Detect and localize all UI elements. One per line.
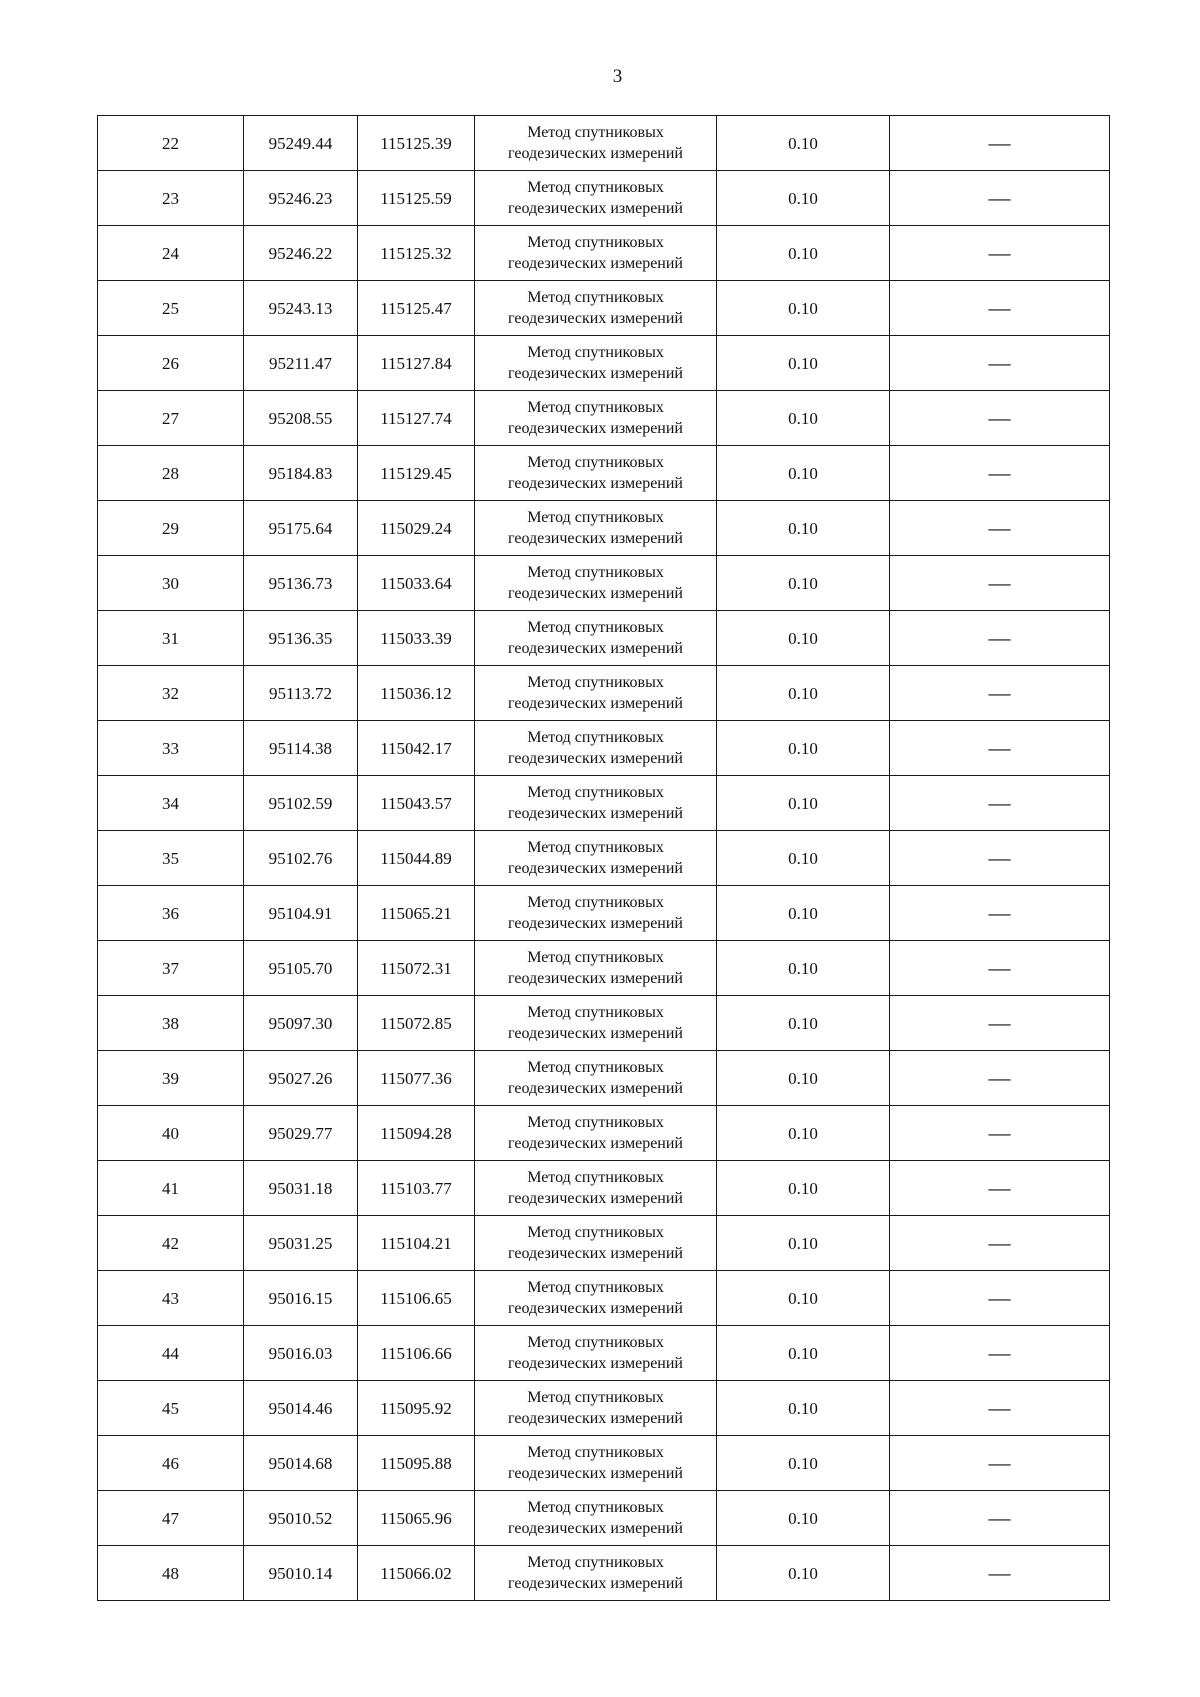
y-coordinate-cell: 115065.96 xyxy=(358,1491,475,1546)
x-coordinate-cell: 95243.13 xyxy=(244,281,358,336)
note-cell xyxy=(890,776,1110,831)
accuracy-cell: 0.10 xyxy=(717,1326,890,1381)
accuracy-cell: 0.10 xyxy=(717,281,890,336)
note-cell xyxy=(890,1106,1110,1161)
method-cell xyxy=(475,721,717,776)
x-coordinate-cell: 95175.64 xyxy=(244,501,358,556)
note-cell xyxy=(890,1161,1110,1216)
method-cell xyxy=(475,446,717,501)
table-row xyxy=(98,1106,1110,1161)
note-cell xyxy=(890,941,1110,996)
point-number-cell: 24 xyxy=(98,226,244,281)
method-cell xyxy=(475,501,717,556)
x-coordinate-cell: 95136.73 xyxy=(244,556,358,611)
table-row xyxy=(98,226,1110,281)
y-coordinate-cell: 115072.31 xyxy=(358,941,475,996)
y-coordinate-cell: 115125.59 xyxy=(358,171,475,226)
method-cell xyxy=(475,1381,717,1436)
method-line-2: геодезических измерений xyxy=(508,915,683,932)
note-cell xyxy=(890,996,1110,1051)
y-coordinate-cell: 115127.74 xyxy=(358,391,475,446)
x-coordinate-cell: 95016.15 xyxy=(244,1271,358,1326)
point-number-cell: 43 xyxy=(98,1271,244,1326)
accuracy-cell: 0.10 xyxy=(717,1546,890,1601)
point-number-cell: 28 xyxy=(98,446,244,501)
accuracy-cell: 0.10 xyxy=(717,556,890,611)
point-number-cell: 33 xyxy=(98,721,244,776)
accuracy-cell: 0.10 xyxy=(717,996,890,1051)
x-coordinate-cell: 95211.47 xyxy=(244,336,358,391)
y-coordinate-cell: 115065.21 xyxy=(358,886,475,941)
table-row xyxy=(98,996,1110,1051)
y-coordinate-cell: 115033.39 xyxy=(358,611,475,666)
accuracy-cell: 0.10 xyxy=(717,1161,890,1216)
note-cell xyxy=(890,1546,1110,1601)
coordinates-table xyxy=(97,115,1110,1601)
note-cell xyxy=(890,666,1110,721)
accuracy-cell: 0.10 xyxy=(717,391,890,446)
note-cell xyxy=(890,556,1110,611)
accuracy-cell: 0.10 xyxy=(717,501,890,556)
point-number-cell: 42 xyxy=(98,1216,244,1271)
x-coordinate-cell: 95031.18 xyxy=(244,1161,358,1216)
y-coordinate-cell: 115125.32 xyxy=(358,226,475,281)
method-line-2: геодезических измерений xyxy=(508,1080,683,1097)
note-cell-text: — xyxy=(988,129,1011,155)
note-cell xyxy=(890,1381,1110,1436)
x-coordinate-cell: 95246.22 xyxy=(244,226,358,281)
page-number: 3 xyxy=(612,66,623,87)
method-line-2: геодезических измерений xyxy=(508,970,683,987)
point-number-cell: 34 xyxy=(98,776,244,831)
method-line-2: геодезических измерений xyxy=(508,420,683,437)
method-line-2: геодезических измерений xyxy=(508,805,683,822)
method-line-2: геодезических измерений xyxy=(508,310,683,327)
note-cell-text: — xyxy=(988,1504,1011,1530)
method-line-1: Метод спутниковых xyxy=(527,1279,664,1296)
method-line-2: геодезических измерений xyxy=(508,585,683,602)
x-coordinate-cell: 95184.83 xyxy=(244,446,358,501)
note-cell-text: — xyxy=(988,1449,1011,1475)
x-coordinate-cell: 95246.23 xyxy=(244,171,358,226)
note-cell-text: — xyxy=(988,1229,1011,1255)
table-row xyxy=(98,116,1110,171)
accuracy-cell: 0.10 xyxy=(717,1216,890,1271)
note-cell xyxy=(890,1436,1110,1491)
y-coordinate-cell: 115036.12 xyxy=(358,666,475,721)
method-cell xyxy=(475,391,717,446)
y-coordinate-cell: 115095.92 xyxy=(358,1381,475,1436)
point-number-cell: 38 xyxy=(98,996,244,1051)
note-cell-text: — xyxy=(988,349,1011,375)
method-line-1: Метод спутниковых xyxy=(527,179,664,196)
note-cell-text: — xyxy=(988,239,1011,265)
method-line-1: Метод спутниковых xyxy=(527,454,664,471)
table-row xyxy=(98,1326,1110,1381)
y-coordinate-cell: 115042.17 xyxy=(358,721,475,776)
point-number-cell: 46 xyxy=(98,1436,244,1491)
coordinates-table-body xyxy=(98,116,1110,1601)
method-cell xyxy=(475,886,717,941)
method-line-1: Метод спутниковых xyxy=(527,234,664,251)
y-coordinate-cell: 115127.84 xyxy=(358,336,475,391)
table-row xyxy=(98,941,1110,996)
point-number-cell: 27 xyxy=(98,391,244,446)
method-line-1: Метод спутниковых xyxy=(527,289,664,306)
method-cell xyxy=(475,611,717,666)
method-line-2: геодезических измерений xyxy=(508,475,683,492)
y-coordinate-cell: 115033.64 xyxy=(358,556,475,611)
accuracy-cell: 0.10 xyxy=(717,171,890,226)
x-coordinate-cell: 95016.03 xyxy=(244,1326,358,1381)
table-row xyxy=(98,171,1110,226)
note-cell-text: — xyxy=(988,1064,1011,1090)
method-cell xyxy=(475,226,717,281)
method-line-1: Метод спутниковых xyxy=(527,1389,664,1406)
method-line-1: Метод спутниковых xyxy=(527,564,664,581)
note-cell-text: — xyxy=(988,734,1011,760)
method-line-2: геодезических измерений xyxy=(508,200,683,217)
method-line-2: геодезических измерений xyxy=(508,255,683,272)
method-line-1: Метод спутниковых xyxy=(527,729,664,746)
method-line-2: геодезических измерений xyxy=(508,530,683,547)
method-line-2: геодезических измерений xyxy=(508,1520,683,1537)
accuracy-cell: 0.10 xyxy=(717,776,890,831)
x-coordinate-cell: 95105.70 xyxy=(244,941,358,996)
point-number-cell: 26 xyxy=(98,336,244,391)
method-line-2: геодезических измерений xyxy=(508,1355,683,1372)
x-coordinate-cell: 95249.44 xyxy=(244,116,358,171)
accuracy-cell: 0.10 xyxy=(717,941,890,996)
method-line-2: геодезических измерений xyxy=(508,365,683,382)
method-cell xyxy=(475,1491,717,1546)
method-line-1: Метод спутниковых xyxy=(527,344,664,361)
y-coordinate-cell: 115103.77 xyxy=(358,1161,475,1216)
method-cell xyxy=(475,281,717,336)
note-cell xyxy=(890,831,1110,886)
note-cell xyxy=(890,501,1110,556)
note-cell xyxy=(890,721,1110,776)
note-cell xyxy=(890,116,1110,171)
point-number-cell: 45 xyxy=(98,1381,244,1436)
point-number-cell: 23 xyxy=(98,171,244,226)
point-number-cell: 25 xyxy=(98,281,244,336)
note-cell xyxy=(890,171,1110,226)
point-number-cell: 29 xyxy=(98,501,244,556)
note-cell xyxy=(890,391,1110,446)
x-coordinate-cell: 95027.26 xyxy=(244,1051,358,1106)
point-number-cell: 41 xyxy=(98,1161,244,1216)
note-cell xyxy=(890,446,1110,501)
method-cell xyxy=(475,831,717,886)
method-line-2: геодезических измерений xyxy=(508,750,683,767)
note-cell xyxy=(890,1216,1110,1271)
y-coordinate-cell: 115125.39 xyxy=(358,116,475,171)
table-row xyxy=(98,831,1110,886)
method-line-2: геодезических измерений xyxy=(508,1465,683,1482)
table-row xyxy=(98,1381,1110,1436)
method-cell xyxy=(475,666,717,721)
table-row xyxy=(98,556,1110,611)
method-line-1: Метод спутниковых xyxy=(527,399,664,416)
table-row xyxy=(98,391,1110,446)
note-cell-text: — xyxy=(988,899,1011,925)
y-coordinate-cell: 115077.36 xyxy=(358,1051,475,1106)
y-coordinate-cell: 115104.21 xyxy=(358,1216,475,1271)
note-cell xyxy=(890,611,1110,666)
note-cell-text: — xyxy=(988,624,1011,650)
table-row xyxy=(98,336,1110,391)
note-cell xyxy=(890,1271,1110,1326)
x-coordinate-cell: 95010.14 xyxy=(244,1546,358,1601)
note-cell-text: — xyxy=(988,1174,1011,1200)
method-line-1: Метод спутниковых xyxy=(527,1059,664,1076)
y-coordinate-cell: 115094.28 xyxy=(358,1106,475,1161)
point-number-cell: 35 xyxy=(98,831,244,886)
accuracy-cell: 0.10 xyxy=(717,611,890,666)
method-line-1: Метод спутниковых xyxy=(527,1004,664,1021)
note-cell-text: — xyxy=(988,789,1011,815)
method-cell xyxy=(475,996,717,1051)
method-cell xyxy=(475,941,717,996)
accuracy-cell: 0.10 xyxy=(717,116,890,171)
method-line-2: геодезических измерений xyxy=(508,1190,683,1207)
method-line-1: Метод спутниковых xyxy=(527,1554,664,1571)
x-coordinate-cell: 95031.25 xyxy=(244,1216,358,1271)
method-cell xyxy=(475,1161,717,1216)
table-row xyxy=(98,1491,1110,1546)
accuracy-cell: 0.10 xyxy=(717,1106,890,1161)
note-cell-text: — xyxy=(988,184,1011,210)
method-line-1: Метод спутниковых xyxy=(527,509,664,526)
x-coordinate-cell: 95014.46 xyxy=(244,1381,358,1436)
method-cell xyxy=(475,1271,717,1326)
point-number-cell: 40 xyxy=(98,1106,244,1161)
table-row xyxy=(98,1051,1110,1106)
accuracy-cell: 0.10 xyxy=(717,721,890,776)
accuracy-cell: 0.10 xyxy=(717,1051,890,1106)
table-row xyxy=(98,721,1110,776)
method-cell xyxy=(475,171,717,226)
table-row xyxy=(98,886,1110,941)
x-coordinate-cell: 95010.52 xyxy=(244,1491,358,1546)
method-cell xyxy=(475,116,717,171)
note-cell-text: — xyxy=(988,679,1011,705)
y-coordinate-cell: 115066.02 xyxy=(358,1546,475,1601)
method-cell xyxy=(475,1106,717,1161)
method-line-1: Метод спутниковых xyxy=(527,1114,664,1131)
point-number-cell: 32 xyxy=(98,666,244,721)
note-cell-text: — xyxy=(988,844,1011,870)
note-cell-text: — xyxy=(988,294,1011,320)
y-coordinate-cell: 115106.65 xyxy=(358,1271,475,1326)
x-coordinate-cell: 95136.35 xyxy=(244,611,358,666)
x-coordinate-cell: 95029.77 xyxy=(244,1106,358,1161)
table-row xyxy=(98,1271,1110,1326)
y-coordinate-cell: 115043.57 xyxy=(358,776,475,831)
note-cell-text: — xyxy=(988,514,1011,540)
x-coordinate-cell: 95102.76 xyxy=(244,831,358,886)
method-line-2: геодезических измерений xyxy=(508,145,683,162)
method-line-1: Метод спутниковых xyxy=(527,1334,664,1351)
table-row xyxy=(98,1546,1110,1601)
y-coordinate-cell: 115129.45 xyxy=(358,446,475,501)
note-cell-text: — xyxy=(988,954,1011,980)
table-row xyxy=(98,1216,1110,1271)
x-coordinate-cell: 95102.59 xyxy=(244,776,358,831)
method-line-1: Метод спутниковых xyxy=(527,124,664,141)
table-row xyxy=(98,611,1110,666)
table-row xyxy=(98,446,1110,501)
point-number-cell: 31 xyxy=(98,611,244,666)
method-cell xyxy=(475,1326,717,1381)
point-number-cell: 48 xyxy=(98,1546,244,1601)
accuracy-cell: 0.10 xyxy=(717,336,890,391)
accuracy-cell: 0.10 xyxy=(717,226,890,281)
accuracy-cell: 0.10 xyxy=(717,666,890,721)
point-number-cell: 44 xyxy=(98,1326,244,1381)
x-coordinate-cell: 95104.91 xyxy=(244,886,358,941)
method-line-2: геодезических измерений xyxy=(508,1025,683,1042)
method-line-2: геодезических измерений xyxy=(508,1135,683,1152)
method-line-1: Метод спутниковых xyxy=(527,1444,664,1461)
method-line-1: Метод спутниковых xyxy=(527,949,664,966)
accuracy-cell: 0.10 xyxy=(717,831,890,886)
method-cell xyxy=(475,1436,717,1491)
note-cell xyxy=(890,1326,1110,1381)
note-cell-text: — xyxy=(988,1394,1011,1420)
method-line-1: Метод спутниковых xyxy=(527,839,664,856)
method-line-1: Метод спутниковых xyxy=(527,619,664,636)
method-line-1: Метод спутниковых xyxy=(527,894,664,911)
method-cell xyxy=(475,556,717,611)
note-cell-text: — xyxy=(988,1339,1011,1365)
method-line-2: геодезических измерений xyxy=(508,1300,683,1317)
method-line-2: геодезических измерений xyxy=(508,640,683,657)
method-line-1: Метод спутниковых xyxy=(527,1224,664,1241)
table-row xyxy=(98,1161,1110,1216)
note-cell-text: — xyxy=(988,1284,1011,1310)
note-cell-text: — xyxy=(988,459,1011,485)
x-coordinate-cell: 95097.30 xyxy=(244,996,358,1051)
point-number-cell: 37 xyxy=(98,941,244,996)
x-coordinate-cell: 95014.68 xyxy=(244,1436,358,1491)
note-cell-text: — xyxy=(988,1559,1011,1585)
point-number-cell: 39 xyxy=(98,1051,244,1106)
note-cell-text: — xyxy=(988,569,1011,595)
x-coordinate-cell: 95114.38 xyxy=(244,721,358,776)
method-line-1: Метод спутниковых xyxy=(527,1169,664,1186)
method-line-2: геодезических измерений xyxy=(508,1245,683,1262)
y-coordinate-cell: 115029.24 xyxy=(358,501,475,556)
note-cell-text: — xyxy=(988,404,1011,430)
table-row xyxy=(98,1436,1110,1491)
point-number-cell: 47 xyxy=(98,1491,244,1546)
accuracy-cell: 0.10 xyxy=(717,446,890,501)
note-cell-text: — xyxy=(988,1009,1011,1035)
method-line-2: геодезических измерений xyxy=(508,1575,683,1592)
note-cell xyxy=(890,1051,1110,1106)
note-cell xyxy=(890,226,1110,281)
method-cell xyxy=(475,776,717,831)
y-coordinate-cell: 115106.66 xyxy=(358,1326,475,1381)
y-coordinate-cell: 115095.88 xyxy=(358,1436,475,1491)
note-cell-text: — xyxy=(988,1119,1011,1145)
accuracy-cell: 0.10 xyxy=(717,1436,890,1491)
method-line-2: геодезических измерений xyxy=(508,1410,683,1427)
method-line-1: Метод спутниковых xyxy=(527,1499,664,1516)
table-row xyxy=(98,666,1110,721)
table-row xyxy=(98,776,1110,831)
x-coordinate-cell: 95113.72 xyxy=(244,666,358,721)
table-row xyxy=(98,281,1110,336)
point-number-cell: 22 xyxy=(98,116,244,171)
accuracy-cell: 0.10 xyxy=(717,1381,890,1436)
point-number-cell: 36 xyxy=(98,886,244,941)
method-line-1: Метод спутниковых xyxy=(527,784,664,801)
note-cell xyxy=(890,1491,1110,1546)
note-cell xyxy=(890,886,1110,941)
y-coordinate-cell: 115125.47 xyxy=(358,281,475,336)
note-cell xyxy=(890,336,1110,391)
accuracy-cell: 0.10 xyxy=(717,886,890,941)
table-row xyxy=(98,501,1110,556)
accuracy-cell: 0.10 xyxy=(717,1491,890,1546)
method-line-2: геодезических измерений xyxy=(508,695,683,712)
x-coordinate-cell: 95208.55 xyxy=(244,391,358,446)
y-coordinate-cell: 115072.85 xyxy=(358,996,475,1051)
y-coordinate-cell: 115044.89 xyxy=(358,831,475,886)
note-cell xyxy=(890,281,1110,336)
method-cell xyxy=(475,1216,717,1271)
accuracy-cell: 0.10 xyxy=(717,1271,890,1326)
method-cell xyxy=(475,336,717,391)
method-cell xyxy=(475,1051,717,1106)
point-number-cell: 30 xyxy=(98,556,244,611)
method-line-2: геодезических измерений xyxy=(508,860,683,877)
method-cell xyxy=(475,1546,717,1601)
method-line-1: Метод спутниковых xyxy=(527,674,664,691)
